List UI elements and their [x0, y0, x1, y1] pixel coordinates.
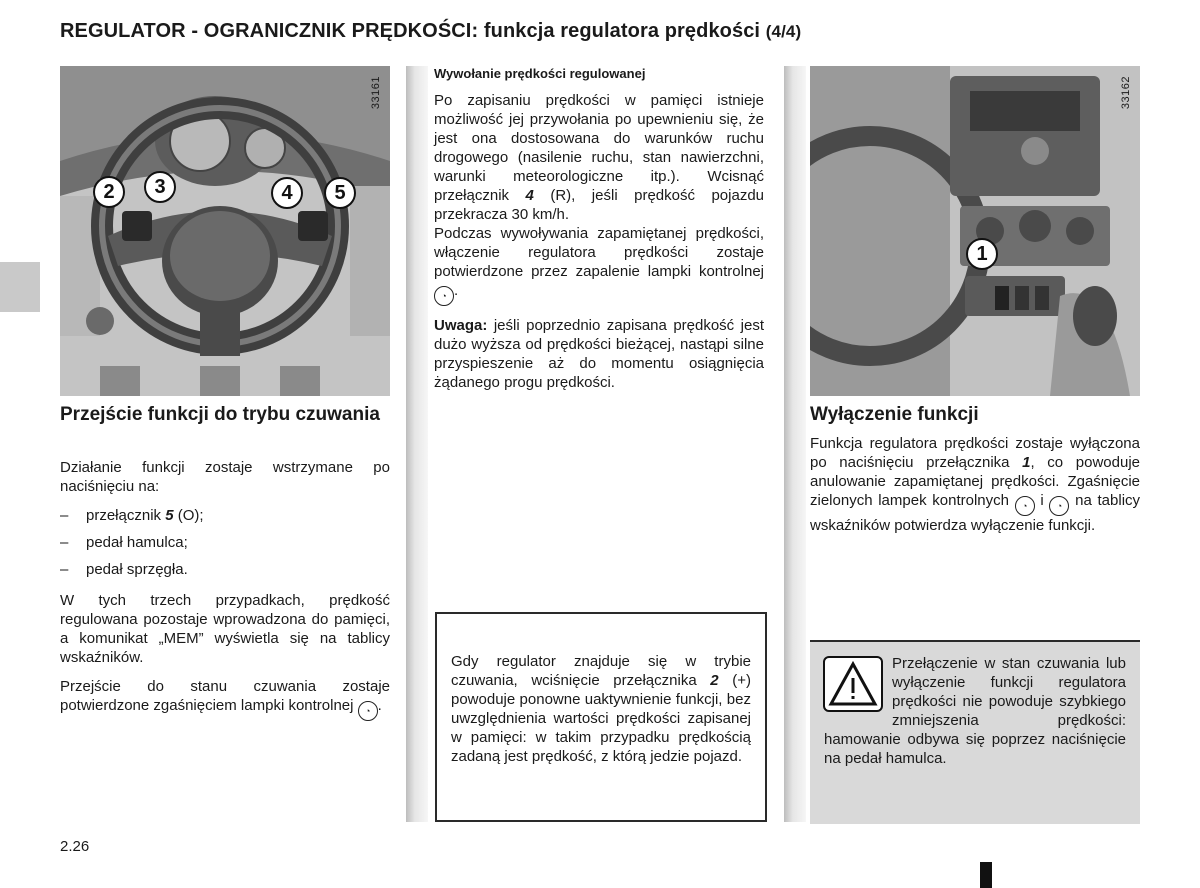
- dashboard-figure: [810, 66, 1140, 396]
- disable-body: [810, 434, 1140, 535]
- recall-body: [434, 91, 764, 392]
- warning-icon-spacer: [824, 654, 892, 714]
- thumb-index-mark: [980, 862, 992, 888]
- list-item: [60, 533, 390, 552]
- list-dash: –: [60, 507, 69, 524]
- section-heading-recall: Wywołanie prędkości regulowanej: [434, 66, 646, 81]
- info-box: [435, 612, 767, 822]
- callout-1: 1: [966, 238, 998, 270]
- switch-key-4: 4: [525, 187, 534, 204]
- recall-confirm-paragraph: [434, 224, 764, 306]
- info-box-text-before: Gdy regulator znajduje się w trybie czuwania, wciśnięcie przełącznika: [451, 653, 751, 689]
- switch-key-1: 1: [1022, 454, 1031, 471]
- standby-confirm-text: Przejście do stanu czuwania zostaje potwierdzone zgaśnięciem lampki kontrolnej: [60, 678, 390, 714]
- info-box-text-after: (+) powoduje ponowne uaktywnienie funkcji, bez uwzględnienia wartości prędkości zapisanej w pamięci: w takim przypadku prędkością zadaną jest prędkość, z którą jedzie pojazd.: [451, 672, 752, 765]
- speedometer-lamp-icon: ◔: [358, 701, 378, 721]
- switch-key-2: 2: [710, 672, 719, 689]
- list-text-before: przełącznik: [86, 507, 166, 524]
- chapter-tab: [0, 262, 40, 312]
- note-label: Uwaga:: [434, 317, 488, 334]
- section-heading-disable: Wyłączenie funkcji: [810, 404, 979, 425]
- recall-confirm-end: .: [454, 282, 459, 299]
- memory-paragraph: W tych trzech przypadkach, prędkość regulowana pozostaje wprowadzona do pamięci, a komunikat „MEM” wyświetla się na tablicy wskaźników.: [60, 592, 390, 666]
- title-main: REGULATOR - OGRANICZNIK PRĘDKOŚCI: funkcja regulatora prędkości: [60, 20, 761, 42]
- page-number: 2.26: [60, 838, 90, 855]
- page-title: [60, 20, 1160, 43]
- recall-text: Po zapisaniu prędkości w pamięci istnieje możliwość jej przywołania po upewnieniu się, że jest ona dostosowana do warunków ruchu drogowego (nasilenie ruchu, stan nawierzchni, warunki meteorologiczne itp.). Wcisnąć przełącznik: [434, 92, 764, 204]
- list-dash: –: [60, 561, 69, 578]
- column-shade-middle: [406, 66, 428, 822]
- list-item: [60, 506, 390, 525]
- disable-and: i: [1040, 492, 1044, 509]
- standby-section-body: [60, 458, 390, 731]
- figure-number-right: 33162: [1120, 76, 1132, 110]
- steering-wheel-figure: [60, 66, 390, 396]
- figure-number-left: 33161: [370, 76, 382, 110]
- title-page-indicator: (4/4): [765, 22, 802, 41]
- callout-3: 3: [144, 171, 176, 203]
- list-text-after: (O);: [173, 507, 204, 524]
- dashboard-illustration: [810, 66, 1140, 396]
- speedometer-lamp-icon: ◔: [434, 286, 454, 306]
- warning-text-wrap: [824, 654, 1126, 768]
- note-text: jeśli poprzednio zapisana prędkość jest dużo wyższa od prędkości bieżącej, nastąpi silne przyspieszenie aż do momentu osiągnięcia żądanego progu prędkości.: [434, 317, 764, 391]
- column-shade-right: [784, 66, 806, 822]
- callout-2: 2: [93, 176, 125, 208]
- disable-text-after: , co powoduje anulowanie zapamiętanej prędkości. Zgaśnięcie zielonych lampek kontrolnych: [810, 454, 1140, 509]
- section-heading-standby: Przejście funkcji do trybu czuwania: [60, 404, 380, 425]
- disable-text-before: Funkcja regulatora prędkości zostaje wyłączona po naciśnięciu przełącznika: [810, 435, 1140, 471]
- list-text: pedał sprzęgła.: [86, 561, 188, 578]
- callout-4: 4: [271, 177, 303, 209]
- recall-paragraph: [434, 91, 764, 224]
- warning-text: Przełączenie w stan czuwania lub wyłączenie funkcji regulatora prędkości nie powoduje szybkiego zmniejszenia prędkości: hamowanie odbywa się poprzez naciśnięcie na pedał hamulca.: [824, 655, 1126, 767]
- recall-confirm-text: Podczas wywoływania zapamiętanej prędkości, włączenie regulatora prędkości zostaje potwierdzone przez zapalenie lampki kontrolnej: [434, 225, 764, 280]
- note-paragraph: [434, 316, 764, 392]
- steering-wheel-illustration: [60, 66, 390, 396]
- list-dash: –: [60, 534, 69, 551]
- standby-confirm-end: .: [377, 697, 382, 714]
- speed-limiter-lamp-icon: ◔: [1015, 496, 1035, 516]
- standby-intro: Działanie funkcji zostaje wstrzymane po naciśnięciu na:: [60, 459, 390, 495]
- disable-text-end: na tablicy wskaźników potwierdza wyłączenie funkcji.: [810, 492, 1141, 534]
- list-item: [60, 560, 390, 579]
- standby-confirm-paragraph: [60, 677, 390, 721]
- speedometer-lamp-icon: ◔: [1049, 496, 1069, 516]
- recall-section: [434, 66, 764, 392]
- warning-box: [810, 640, 1140, 824]
- list-text: pedał hamulca;: [86, 534, 188, 551]
- list-text: [86, 506, 204, 525]
- callout-5: 5: [324, 177, 356, 209]
- info-box-text: [451, 652, 751, 766]
- recall-text-end: (R), jeśli prędkość pojazdu przekracza 30 km/h.: [434, 187, 765, 223]
- switch-key-5: 5: [165, 507, 174, 524]
